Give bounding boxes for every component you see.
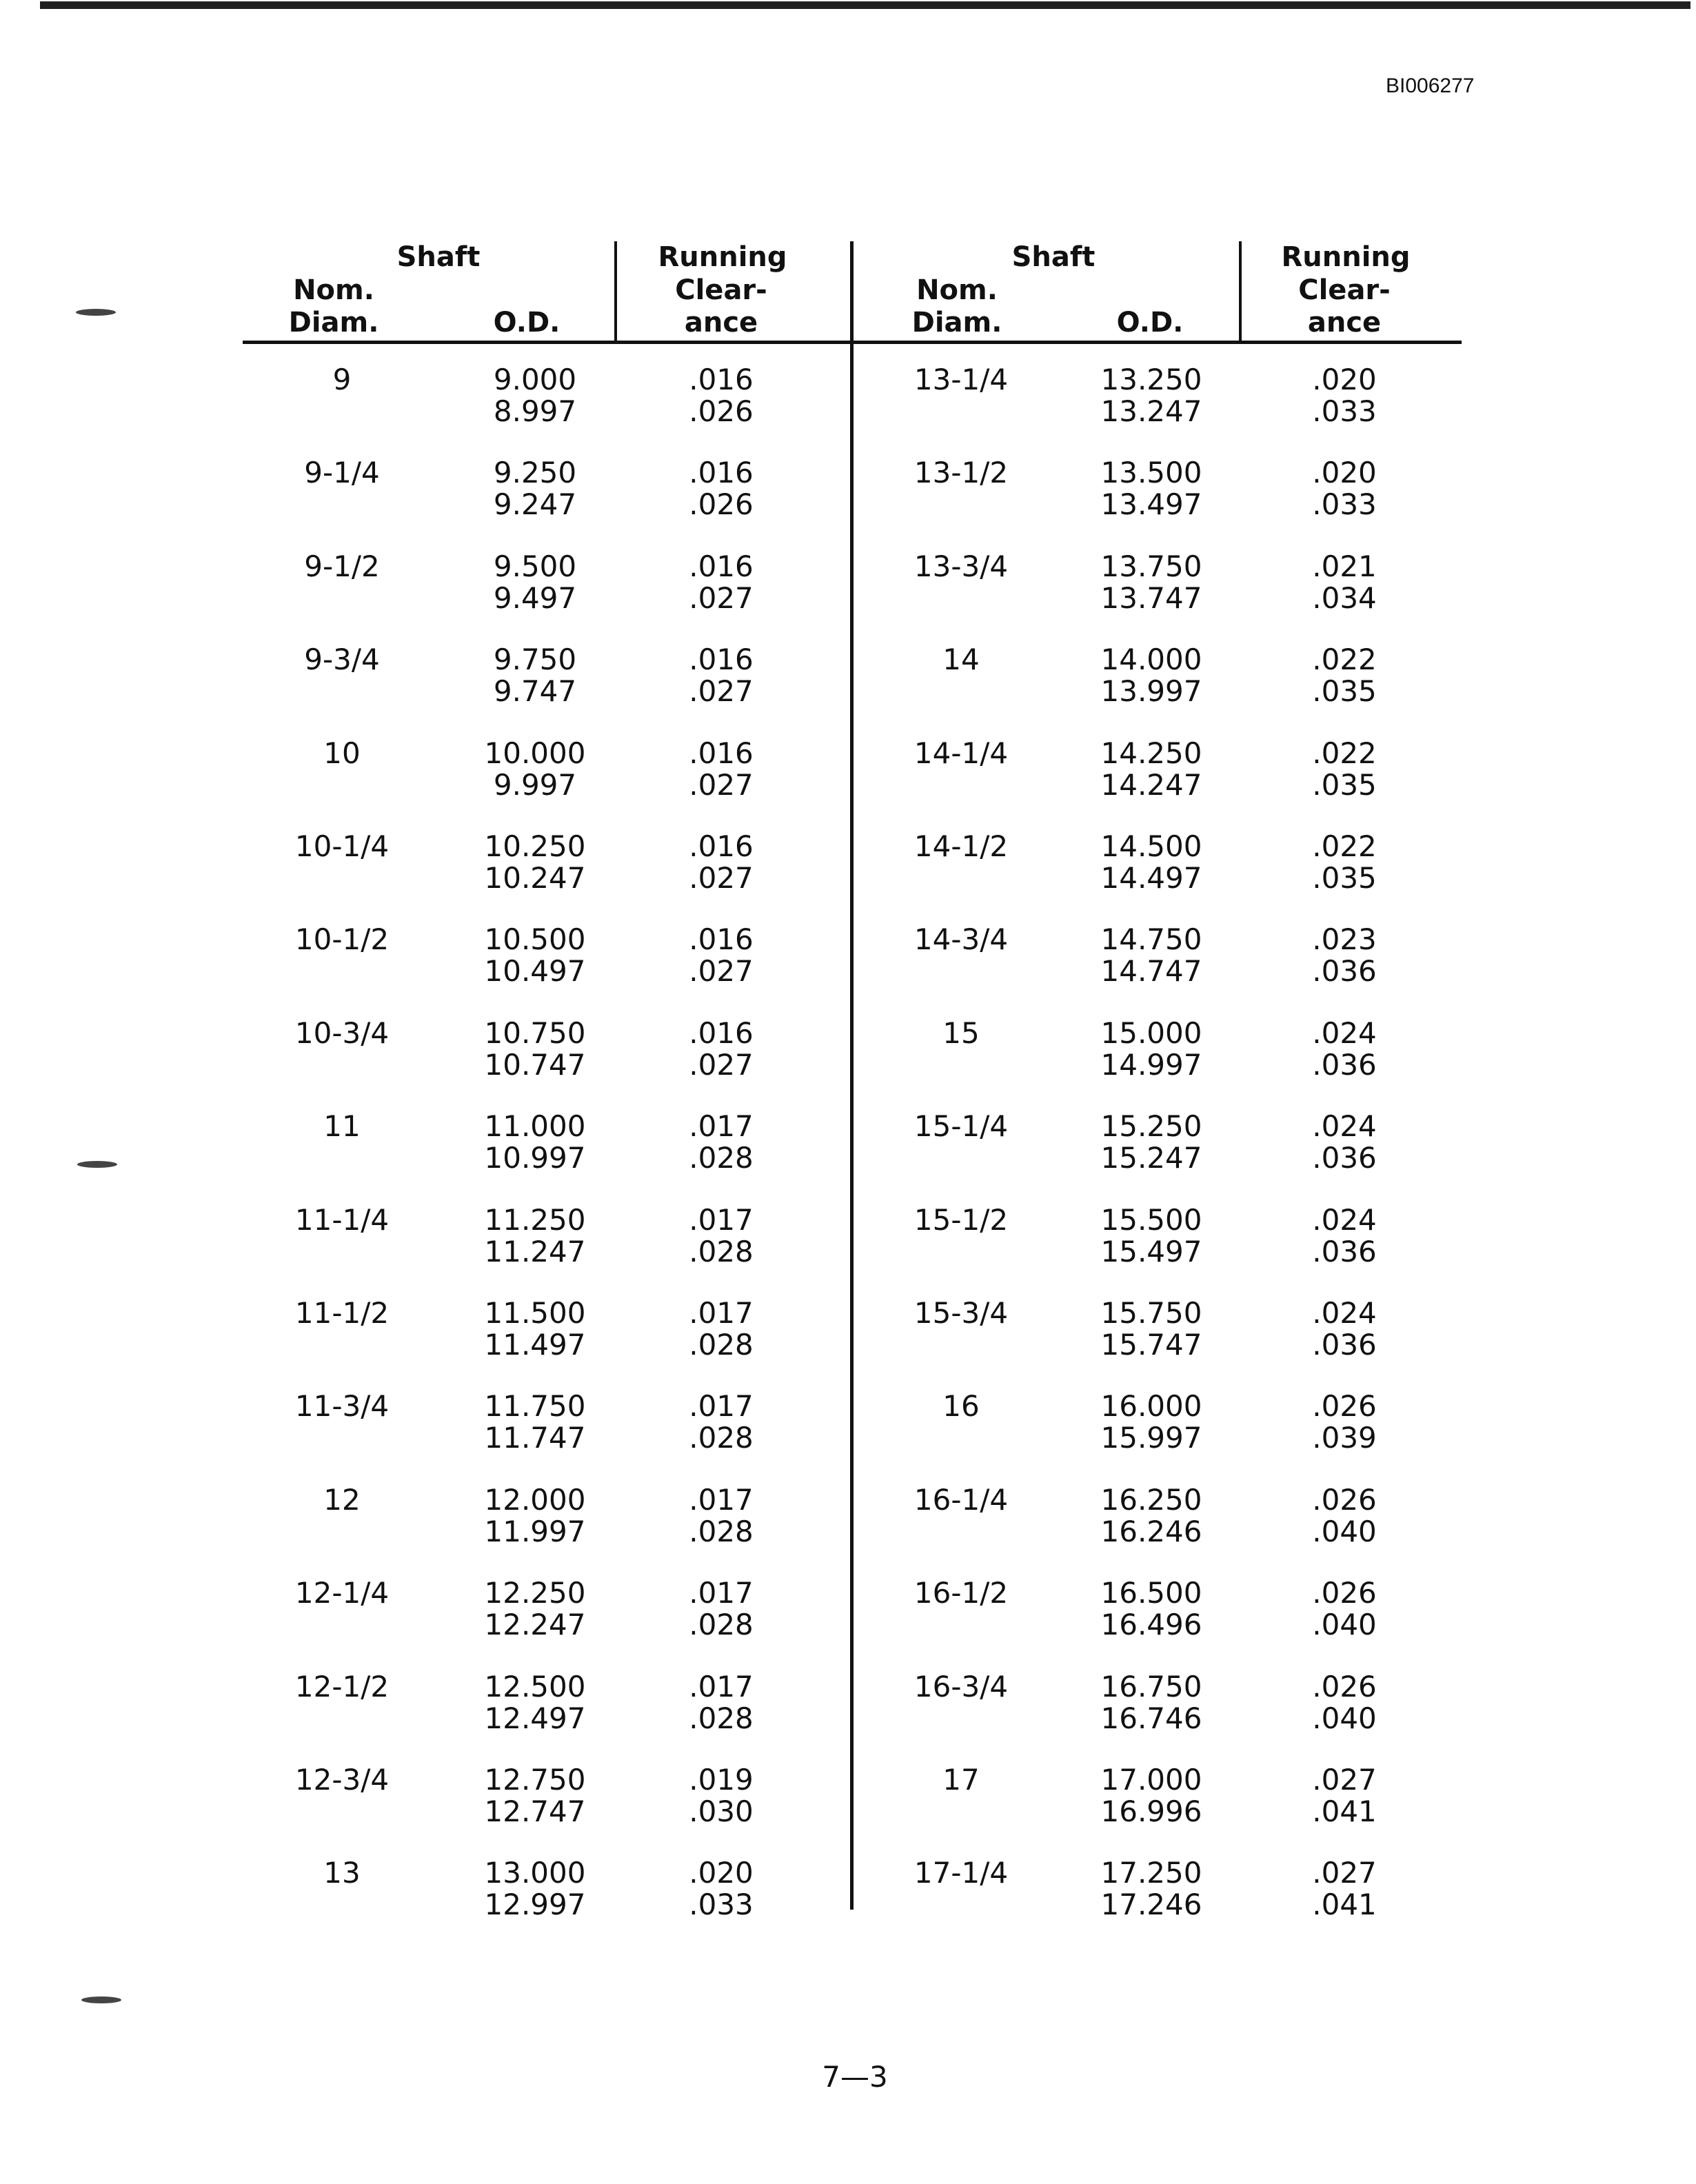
shaft-od-cell xyxy=(485,1671,586,1735)
shaft-od-cell xyxy=(485,1297,586,1361)
nominal-diameter-cell xyxy=(323,738,360,769)
running-clearance-min: .024 xyxy=(1312,1109,1377,1143)
nominal-diameter-cell xyxy=(914,1577,1008,1609)
shaft-od-cell xyxy=(485,1764,586,1828)
nominal-diameter-value: 15-3/4 xyxy=(913,1296,1009,1330)
running-clearance-cell xyxy=(1312,924,1377,987)
running-clearance-cell xyxy=(689,1577,754,1641)
nominal-diameter-cell xyxy=(942,644,979,676)
shaft-od-max: 17.000 xyxy=(1100,1763,1202,1797)
shaft-od-cell xyxy=(1101,1391,1202,1454)
header-running-left: Running xyxy=(658,241,787,273)
shaft-od-max: 15.500 xyxy=(1100,1203,1202,1237)
running-clearance-min: .016 xyxy=(689,643,754,676)
shaft-od-min: 16.496 xyxy=(1100,1608,1202,1641)
nominal-diameter-cell xyxy=(914,1857,1008,1889)
nominal-diameter-value: 10-3/4 xyxy=(294,1016,390,1050)
shaft-od-max: 12.000 xyxy=(484,1483,586,1517)
nominal-diameter-cell xyxy=(914,924,1008,956)
running-clearance-min: .020 xyxy=(689,1856,754,1890)
nominal-diameter-value: 11-3/4 xyxy=(294,1389,390,1423)
shaft-od-max: 16.250 xyxy=(1100,1483,1202,1517)
running-clearance-min: .016 xyxy=(689,549,754,583)
shaft-od-max: 10.000 xyxy=(484,736,586,770)
running-clearance-max: .034 xyxy=(1312,581,1377,615)
shaft-od-max: 16.000 xyxy=(1100,1389,1202,1423)
running-clearance-max: .027 xyxy=(689,674,754,708)
running-clearance-min: .017 xyxy=(689,1203,754,1237)
nominal-diameter-value: 13 xyxy=(323,1856,361,1890)
nominal-diameter-cell xyxy=(295,1297,389,1329)
shaft-od-cell xyxy=(1101,831,1202,894)
top-scan-rule xyxy=(40,1,1690,9)
running-clearance-min: .024 xyxy=(1312,1296,1377,1330)
running-clearance-max: .036 xyxy=(1312,1328,1377,1362)
nominal-diameter-cell xyxy=(914,1204,1008,1236)
page-number: 7—3 xyxy=(822,2060,888,2094)
shaft-od-cell xyxy=(1101,1297,1202,1361)
nominal-diameter-cell xyxy=(914,1297,1008,1329)
shaft-od-min: 10.497 xyxy=(484,954,586,988)
running-clearance-min: .017 xyxy=(689,1576,754,1610)
shaft-od-min: 9.997 xyxy=(493,768,577,802)
nominal-diameter-value: 16-1/2 xyxy=(913,1576,1009,1610)
running-clearance-cell xyxy=(689,551,754,614)
shaft-od-min: 10.997 xyxy=(484,1141,586,1175)
running-clearance-min: .024 xyxy=(1312,1203,1377,1237)
shaft-od-cell xyxy=(485,1857,586,1921)
nominal-diameter-cell xyxy=(323,1111,360,1142)
shaft-od-cell xyxy=(494,551,576,614)
nominal-diameter-value: 9-1/4 xyxy=(304,456,380,489)
shaft-od-cell xyxy=(1101,924,1202,987)
shaft-od-min: 14.747 xyxy=(1100,954,1202,988)
running-clearance-cell xyxy=(1312,1857,1377,1921)
running-clearance-cell xyxy=(1312,457,1377,520)
shaft-od-min: 15.747 xyxy=(1100,1328,1202,1362)
shaft-od-cell xyxy=(1101,364,1202,427)
header-running-right: Running xyxy=(1281,241,1411,273)
shaft-od-max: 10.250 xyxy=(484,829,586,863)
shaft-od-max: 14.750 xyxy=(1100,922,1202,956)
running-clearance-max: .041 xyxy=(1312,1888,1377,1921)
nominal-diameter-value: 14-3/4 xyxy=(913,922,1009,956)
nominal-diameter-value: 14-1/4 xyxy=(913,736,1009,770)
header-od-left: O.D. xyxy=(493,307,561,338)
header-clear-right: Clear- xyxy=(1298,274,1391,306)
shaft-od-cell xyxy=(1101,644,1202,707)
shaft-od-cell xyxy=(485,1018,586,1081)
shaft-od-min: 12.247 xyxy=(484,1608,586,1641)
shaft-od-cell xyxy=(1101,1671,1202,1735)
shaft-od-min: 13.997 xyxy=(1100,674,1202,708)
running-clearance-max: .036 xyxy=(1312,1235,1377,1268)
shaft-od-max: 11.750 xyxy=(484,1389,586,1423)
nominal-diameter-value: 11 xyxy=(323,1109,361,1143)
running-clearance-min: .026 xyxy=(1312,1670,1377,1703)
nominal-diameter-cell xyxy=(304,551,379,583)
header-diam-left: Diam. xyxy=(288,307,379,338)
running-clearance-cell xyxy=(689,1297,754,1361)
center-divider xyxy=(850,241,854,1910)
shaft-od-min: 14.497 xyxy=(1100,861,1202,895)
nominal-diameter-value: 14-1/2 xyxy=(913,829,1009,863)
running-clearance-max: .039 xyxy=(1312,1421,1377,1455)
running-clearance-cell xyxy=(1312,1484,1377,1548)
running-clearance-min: .017 xyxy=(689,1483,754,1517)
shaft-od-min: 17.246 xyxy=(1100,1888,1202,1921)
running-clearance-max: .040 xyxy=(1312,1608,1377,1641)
shaft-od-min: 15.247 xyxy=(1100,1141,1202,1175)
running-clearance-cell xyxy=(689,1857,754,1921)
running-clearance-min: .026 xyxy=(1312,1483,1377,1517)
running-clearance-max: .027 xyxy=(689,1048,754,1082)
running-clearance-cell xyxy=(1312,1018,1377,1081)
running-clearance-max: .028 xyxy=(689,1141,754,1175)
shaft-od-cell xyxy=(494,644,576,707)
running-clearance-cell xyxy=(1312,364,1377,427)
shaft-od-max: 12.750 xyxy=(484,1763,586,1797)
shaft-od-max: 11.000 xyxy=(484,1109,586,1143)
nominal-diameter-value: 10-1/4 xyxy=(294,829,390,863)
nominal-diameter-value: 16 xyxy=(942,1389,980,1423)
shaft-od-min: 12.747 xyxy=(484,1794,586,1828)
shaft-od-cell xyxy=(485,1577,586,1641)
running-clearance-min: .017 xyxy=(689,1389,754,1423)
running-clearance-cell xyxy=(1312,831,1377,894)
nominal-diameter-value: 10-1/2 xyxy=(294,922,390,956)
shaft-od-cell xyxy=(1101,551,1202,614)
shaft-od-min: 9.497 xyxy=(493,581,577,615)
header-nom-right: Nom. xyxy=(916,274,998,306)
nominal-diameter-cell xyxy=(942,1764,979,1796)
running-clearance-min: .020 xyxy=(1312,456,1377,489)
shaft-od-min: 11.497 xyxy=(484,1328,586,1362)
shaft-od-max: 10.500 xyxy=(484,922,586,956)
running-clearance-max: .028 xyxy=(689,1701,754,1735)
running-clearance-max: .028 xyxy=(689,1515,754,1548)
running-clearance-max: .036 xyxy=(1312,954,1377,988)
shaft-od-max: 12.250 xyxy=(484,1576,586,1610)
running-clearance-min: .020 xyxy=(1312,363,1377,396)
nominal-diameter-cell xyxy=(295,1671,389,1703)
nominal-diameter-cell xyxy=(942,1391,979,1422)
shaft-od-cell xyxy=(1101,1577,1202,1641)
shaft-od-max: 17.250 xyxy=(1100,1856,1202,1890)
nominal-diameter-value: 12-3/4 xyxy=(294,1763,390,1797)
nominal-diameter-cell xyxy=(914,738,1008,769)
nominal-diameter-cell xyxy=(295,1018,389,1049)
nominal-diameter-cell xyxy=(295,1391,389,1422)
nominal-diameter-value: 13-1/2 xyxy=(913,456,1009,489)
shaft-od-max: 9.500 xyxy=(493,549,577,583)
nominal-diameter-value: 9-1/2 xyxy=(304,549,380,583)
running-clearance-max: .041 xyxy=(1312,1794,1377,1828)
nominal-diameter-cell xyxy=(323,1484,360,1516)
running-clearance-cell xyxy=(689,1018,754,1081)
running-clearance-max: .030 xyxy=(689,1794,754,1828)
shaft-od-cell xyxy=(485,1484,586,1548)
nominal-diameter-cell xyxy=(914,1484,1008,1516)
shaft-od-max: 13.750 xyxy=(1100,549,1202,583)
shaft-od-max: 15.000 xyxy=(1100,1016,1202,1050)
shaft-od-min: 11.247 xyxy=(484,1235,586,1268)
nominal-diameter-value: 15-1/4 xyxy=(913,1109,1009,1143)
header-nom-left: Nom. xyxy=(293,274,374,306)
nominal-diameter-cell xyxy=(942,1018,979,1049)
shaft-od-cell xyxy=(1101,1204,1202,1268)
running-clearance-max: .033 xyxy=(689,1888,754,1921)
shaft-od-max: 10.750 xyxy=(484,1016,586,1050)
shaft-od-max: 14.250 xyxy=(1100,736,1202,770)
running-clearance-max: .035 xyxy=(1312,768,1377,802)
running-clearance-cell xyxy=(689,364,754,427)
running-clearance-max: .027 xyxy=(689,861,754,895)
shaft-od-max: 9.750 xyxy=(493,643,577,676)
nominal-diameter-value: 10 xyxy=(323,736,361,770)
running-clearance-min: .019 xyxy=(689,1763,754,1797)
nominal-diameter-cell xyxy=(323,1857,360,1889)
running-clearance-cell xyxy=(1312,1204,1377,1268)
nominal-diameter-value: 15 xyxy=(942,1016,980,1050)
shaft-od-max: 15.750 xyxy=(1100,1296,1202,1330)
running-clearance-min: .022 xyxy=(1312,829,1377,863)
shaft-od-cell xyxy=(485,1111,586,1174)
header-diam-right: Diam. xyxy=(911,307,1002,338)
running-clearance-min: .017 xyxy=(689,1670,754,1703)
shaft-od-cell xyxy=(494,364,576,427)
nominal-diameter-cell xyxy=(295,1764,389,1796)
shaft-od-cell xyxy=(1101,1857,1202,1921)
nominal-diameter-value: 12-1/2 xyxy=(294,1670,390,1703)
nominal-diameter-value: 12-1/4 xyxy=(294,1576,390,1610)
nominal-diameter-cell xyxy=(914,551,1008,583)
running-clearance-max: .033 xyxy=(1312,487,1377,521)
shaft-od-max: 14.000 xyxy=(1100,643,1202,676)
running-clearance-max: .027 xyxy=(689,768,754,802)
column-divider-left-clearance xyxy=(614,241,617,343)
shaft-od-min: 15.497 xyxy=(1100,1235,1202,1268)
running-clearance-max: .028 xyxy=(689,1328,754,1362)
shaft-od-min: 10.247 xyxy=(484,861,586,895)
running-clearance-max: .028 xyxy=(689,1421,754,1455)
shaft-od-cell xyxy=(1101,738,1202,801)
shaft-od-max: 14.500 xyxy=(1100,829,1202,863)
nominal-diameter-cell xyxy=(295,1204,389,1236)
nominal-diameter-value: 17 xyxy=(942,1763,980,1797)
running-clearance-cell xyxy=(1312,1111,1377,1174)
shaft-od-cell xyxy=(1101,1484,1202,1548)
running-clearance-max: .028 xyxy=(689,1235,754,1268)
nominal-diameter-cell xyxy=(914,1671,1008,1703)
running-clearance-cell xyxy=(1312,738,1377,801)
running-clearance-cell xyxy=(1312,1577,1377,1641)
running-clearance-min: .023 xyxy=(1312,922,1377,956)
running-clearance-cell xyxy=(689,1764,754,1828)
scan-artifact-mark xyxy=(76,309,116,316)
shaft-od-min: 11.747 xyxy=(484,1421,586,1455)
running-clearance-max: .035 xyxy=(1312,674,1377,708)
nominal-diameter-value: 15-1/2 xyxy=(913,1203,1009,1237)
running-clearance-cell xyxy=(689,924,754,987)
shaft-od-max: 16.500 xyxy=(1100,1576,1202,1610)
shaft-od-min: 8.997 xyxy=(493,394,577,428)
shaft-od-max: 13.500 xyxy=(1100,456,1202,489)
shaft-od-max: 13.000 xyxy=(484,1856,586,1890)
nominal-diameter-value: 9 xyxy=(332,363,352,396)
shaft-od-min: 9.747 xyxy=(493,674,577,708)
running-clearance-cell xyxy=(1312,644,1377,707)
running-clearance-cell xyxy=(689,1111,754,1174)
running-clearance-max: .026 xyxy=(689,394,754,428)
nominal-diameter-value: 16-3/4 xyxy=(913,1670,1009,1703)
header-ance-left: ance xyxy=(684,307,758,338)
running-clearance-min: .027 xyxy=(1312,1856,1377,1890)
running-clearance-max: .027 xyxy=(689,954,754,988)
running-clearance-max: .035 xyxy=(1312,861,1377,895)
shaft-od-max: 16.750 xyxy=(1100,1670,1202,1703)
running-clearance-min: .027 xyxy=(1312,1763,1377,1797)
running-clearance-cell xyxy=(1312,551,1377,614)
running-clearance-cell xyxy=(689,738,754,801)
header-shaft-left: Shaft xyxy=(396,241,481,273)
nominal-diameter-cell xyxy=(914,831,1008,862)
running-clearance-min: .016 xyxy=(689,1016,754,1050)
nominal-diameter-value: 12 xyxy=(323,1483,361,1517)
running-clearance-min: .022 xyxy=(1312,643,1377,676)
running-clearance-min: .016 xyxy=(689,829,754,863)
running-clearance-max: .028 xyxy=(689,1608,754,1641)
shaft-od-max: 11.250 xyxy=(484,1203,586,1237)
column-divider-right-clearance xyxy=(1239,241,1242,343)
shaft-od-min: 14.997 xyxy=(1100,1048,1202,1082)
running-clearance-cell xyxy=(1312,1297,1377,1361)
shaft-od-cell xyxy=(485,1204,586,1268)
nominal-diameter-cell xyxy=(914,457,1008,489)
running-clearance-max: .026 xyxy=(689,487,754,521)
shaft-od-max: 9.000 xyxy=(493,363,577,396)
nominal-diameter-cell xyxy=(295,831,389,862)
running-clearance-max: .027 xyxy=(689,581,754,615)
shaft-od-min: 12.997 xyxy=(484,1888,586,1921)
running-clearance-min: .016 xyxy=(689,922,754,956)
shaft-od-cell xyxy=(485,831,586,894)
shaft-od-cell xyxy=(1101,1018,1202,1081)
running-clearance-cell xyxy=(1312,1671,1377,1735)
nominal-diameter-value: 16-1/4 xyxy=(913,1483,1009,1517)
scan-artifact-mark xyxy=(77,1161,117,1168)
running-clearance-min: .026 xyxy=(1312,1389,1377,1423)
shaft-od-max: 12.500 xyxy=(484,1670,586,1703)
nominal-diameter-value: 9-3/4 xyxy=(304,643,380,676)
header-od-right: O.D. xyxy=(1116,307,1184,338)
shaft-od-min: 16.246 xyxy=(1100,1515,1202,1548)
shaft-od-min: 13.747 xyxy=(1100,581,1202,615)
shaft-od-min: 16.746 xyxy=(1100,1701,1202,1735)
nominal-diameter-value: 17-1/4 xyxy=(913,1856,1009,1890)
shaft-od-cell xyxy=(485,1391,586,1454)
running-clearance-max: .033 xyxy=(1312,394,1377,428)
header-ance-right: ance xyxy=(1307,307,1382,338)
shaft-od-min: 16.996 xyxy=(1100,1794,1202,1828)
nominal-diameter-cell xyxy=(333,364,352,396)
shaft-od-cell xyxy=(1101,1111,1202,1174)
running-clearance-cell xyxy=(689,831,754,894)
running-clearance-min: .016 xyxy=(689,736,754,770)
scan-artifact-mark xyxy=(81,1996,121,2003)
running-clearance-min: .021 xyxy=(1312,549,1377,583)
running-clearance-min: .016 xyxy=(689,456,754,489)
running-clearance-min: .016 xyxy=(689,363,754,396)
running-clearance-min: .026 xyxy=(1312,1576,1377,1610)
shaft-od-min: 15.997 xyxy=(1100,1421,1202,1455)
running-clearance-min: .022 xyxy=(1312,736,1377,770)
running-clearance-cell xyxy=(1312,1391,1377,1454)
document-id: BI006277 xyxy=(1386,74,1475,97)
running-clearance-cell xyxy=(689,1391,754,1454)
shaft-od-max: 11.500 xyxy=(484,1296,586,1330)
header-clear-left: Clear- xyxy=(675,274,767,306)
shaft-od-min: 13.247 xyxy=(1100,394,1202,428)
running-clearance-max: .040 xyxy=(1312,1701,1377,1735)
running-clearance-max: .040 xyxy=(1312,1515,1377,1548)
running-clearance-cell xyxy=(689,1204,754,1268)
running-clearance-cell xyxy=(1312,1764,1377,1828)
running-clearance-cell xyxy=(689,457,754,520)
shaft-od-min: 13.497 xyxy=(1100,487,1202,521)
shaft-od-cell xyxy=(1101,1764,1202,1828)
running-clearance-max: .036 xyxy=(1312,1048,1377,1082)
shaft-od-min: 11.997 xyxy=(484,1515,586,1548)
shaft-od-max: 13.250 xyxy=(1100,363,1202,396)
running-clearance-cell xyxy=(689,1671,754,1735)
running-clearance-max: .036 xyxy=(1312,1141,1377,1175)
nominal-diameter-cell xyxy=(295,924,389,956)
nominal-diameter-cell xyxy=(914,1111,1008,1142)
nominal-diameter-value: 13-1/4 xyxy=(913,363,1009,396)
shaft-od-min: 9.247 xyxy=(493,487,577,521)
shaft-od-cell xyxy=(494,457,576,520)
running-clearance-min: .024 xyxy=(1312,1016,1377,1050)
running-clearance-cell xyxy=(689,644,754,707)
running-clearance-min: .017 xyxy=(689,1109,754,1143)
nominal-diameter-cell xyxy=(914,364,1008,396)
shaft-od-cell xyxy=(485,738,586,801)
shaft-od-min: 14.247 xyxy=(1100,768,1202,802)
shaft-od-cell xyxy=(1101,457,1202,520)
nominal-diameter-cell xyxy=(304,644,379,676)
running-clearance-cell xyxy=(689,1484,754,1548)
shaft-od-cell xyxy=(485,924,586,987)
nominal-diameter-value: 11-1/4 xyxy=(294,1203,390,1237)
running-clearance-min: .017 xyxy=(689,1296,754,1330)
nominal-diameter-value: 11-1/2 xyxy=(294,1296,390,1330)
shaft-od-max: 9.250 xyxy=(493,456,577,489)
nominal-diameter-cell xyxy=(304,457,379,489)
shaft-od-max: 15.250 xyxy=(1100,1109,1202,1143)
shaft-od-min: 10.747 xyxy=(484,1048,586,1082)
nominal-diameter-cell xyxy=(295,1577,389,1609)
nominal-diameter-value: 14 xyxy=(942,643,980,676)
shaft-od-min: 12.497 xyxy=(484,1701,586,1735)
nominal-diameter-value: 13-3/4 xyxy=(913,549,1009,583)
header-shaft-right: Shaft xyxy=(1011,241,1096,273)
